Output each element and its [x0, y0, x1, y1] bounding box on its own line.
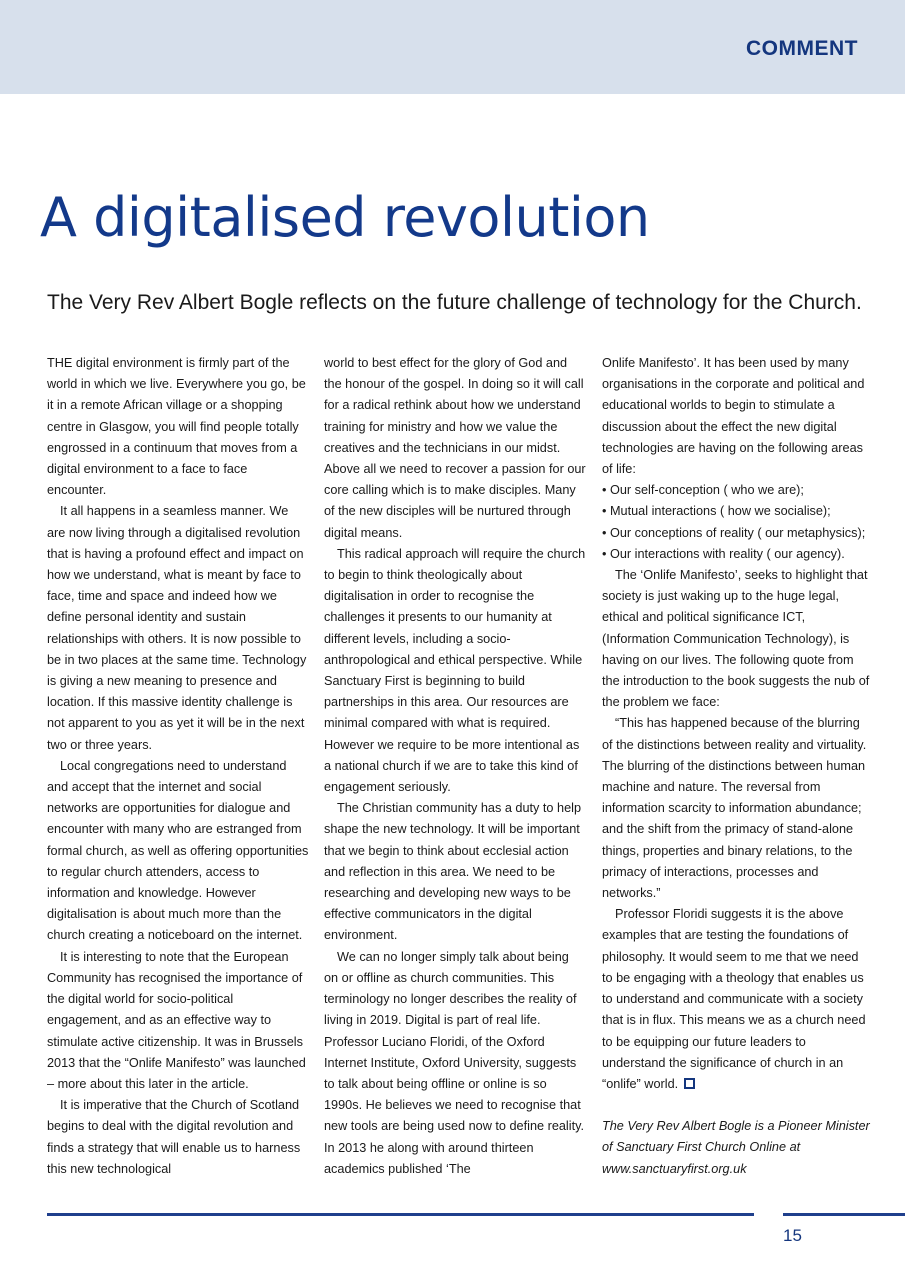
bullet-item: • Mutual interactions ( how we socialise);: [602, 504, 831, 519]
paragraph: “This has happened because of the blurring of the distinctions between reality and virtuality. The blurring of the distinctions between human machine and nature. The reversal from information scarcity to information abundance; and the shift from the primacy of stand-alone things, properties and binary relations, to the primacy of interactions, processes and networks.”: [602, 716, 867, 901]
author-byline: The Very Rev Albert Bogle is a Pioneer Minister of Sanctuary First Church Online at www.sanctuaryfirst.org.uk: [602, 1119, 870, 1176]
paragraph: It is interesting to note that the European Community has recognised the importance of the digital world for socio-political engagement, and as an effective way to stimulate active citizenship. It was in Brussels 2013 that the “Onlife Manifesto” was launched – more about this later in the article.: [47, 949, 306, 1091]
section-label: COMMENT: [746, 37, 858, 60]
paragraph: Local congregations need to understand and accept that the internet and social networks are opportunities for dialogue and encounter with many who are estranged from formal church, as well as offering opportunities to regular church attenders, access to information and knowledge. However digitalisation is about much more than the church creating a noticeboard on the internet.: [47, 758, 309, 943]
paragraph-text: Professor Floridi suggests it is the above examples that are testing the foundations of philosophy. It would seem to me that we need to be engaging with a theology that enables us to understand and communicate with a society that is in flux. This means we as a church need to be equipping our future leaders to understand the significance of church in an “onlife” world.: [602, 907, 866, 1091]
paragraph: THE digital environment is firmly part of the world in which we live. Everywhere you go, be it in a remote African village or a shopping centre in Glasgow, you will find people totally engrossed in a continuum that moves from a digital environment to a face to face encounter.: [47, 356, 306, 498]
paragraph: Onlife Manifesto’. It has been used by many organisations in the corporate and political and educational worlds to begin to stimulate a discussion about the effect the new digital technologies are having on the following areas of life:: [602, 356, 865, 477]
bullet-item: • Our self-conception ( who we are);: [602, 483, 804, 498]
article-standfirst: The Very Rev Albert Bogle reflects on the future challenge of technology for the Church.: [47, 291, 862, 314]
paragraph: world to best effect for the glory of God and the honour of the gospel. In doing so it will call for a radical rethink about how we understand training for ministry and how we value the creatives and the technicians in our midst. Above all we need to recover a passion for our core calling which is to make disciples. Many of the new disciples will be nurtured through digital means.: [324, 356, 586, 540]
end-of-article-icon: [684, 1078, 695, 1089]
footer-rule-page: [783, 1213, 905, 1216]
article-column-2: [324, 353, 586, 1180]
article-headline: A digitalised revolution: [40, 186, 650, 249]
paragraph: [602, 904, 870, 1095]
bullet-item: • Our conceptions of reality ( our metaphysics);: [602, 525, 866, 540]
footer-rule: [47, 1213, 754, 1216]
paragraph: It all happens in a seamless manner. We are now living through a digitalised revolution that is having a profound effect and impact on how we understand, what is meant by face to face, time and space and indeed how we define personal identity and sustain relationships with others. It is now possible to be in two places at the same time. Technology is giving a new meaning to presence and location. If this massive identity challenge is not apparent to you as yet it will be in the next two or three years.: [47, 504, 307, 752]
paragraph: It is imperative that the Church of Scotland begins to deal with the digital revolution and finds a strategy that will enable us to harness this new technological: [47, 1098, 301, 1176]
page-number: 15: [783, 1226, 802, 1245]
bullet-item: • Our interactions with reality ( our agency).: [602, 546, 845, 561]
article-column-1: [47, 353, 309, 1180]
paragraph: We can no longer simply talk about being on or offline as church communities. This terminology no longer describes the reality of living in 2019. Digital is part of real life. Professor Luciano Floridi, of the Oxford Internet Institute, Oxford University, suggests to talk about being offline or online is so 1990s. He believes we need to recognise that new tools are being used now to define reality. In 2013 he along with around thirteen academics published ‘The: [324, 949, 585, 1176]
paragraph: This radical approach will require the church to begin to think theologically about digitalisation in order to recognise the challenges it presents to our humanity at different levels, including a socio-anthropological and ethical perspective. While Sanctuary First is beginning to build partnerships in this area. Our resources are minimal compared with what is required. However we require to be more intentional as a national church if we are to take this kind of engagement seriously.: [324, 546, 586, 795]
paragraph: The ‘Onlife Manifesto’, seeks to highlight that society is just waking up to the huge legal, ethical and political significance ICT, (Information Communication Technology), is having on our lives. The following quote from the introduction to the book suggests the nub of the problem we face:: [602, 568, 870, 710]
article-column-3: [602, 353, 870, 1180]
paragraph: The Christian community has a duty to help shape the new technology. It will be important that we begin to think about ecclesial action and reflection in this area. We need to be researching and developing new ways to be effective communicators in the digital environment.: [324, 801, 581, 943]
